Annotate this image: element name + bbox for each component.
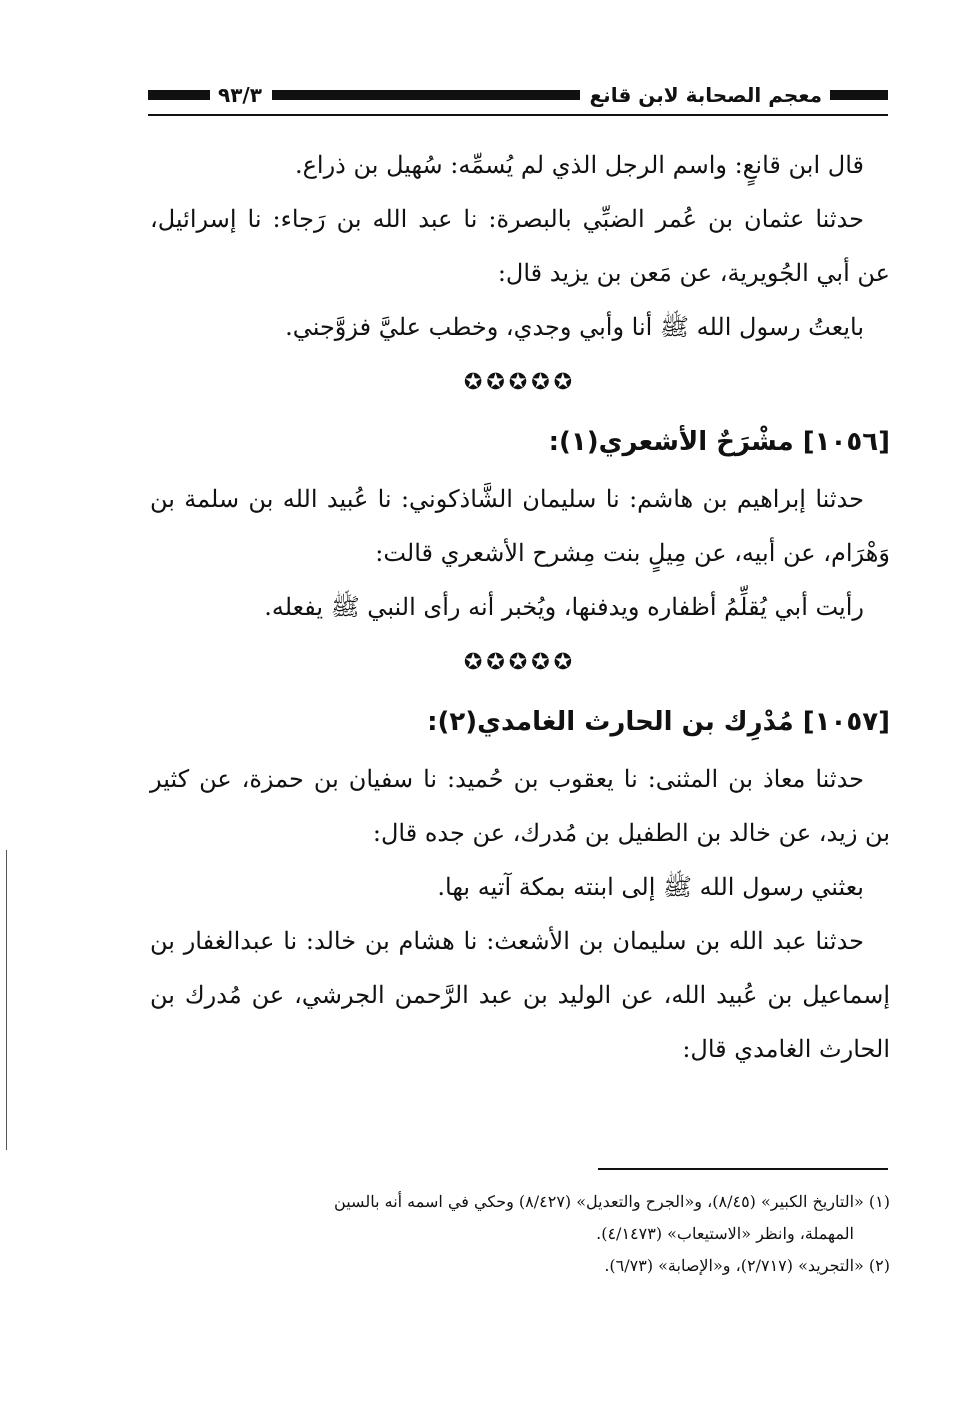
header-bar-right (830, 90, 888, 100)
entry-heading: [١٠٥٦] مشْرَحٌ الأشعري(١): (548, 427, 890, 457)
scan-edge-line (6, 850, 7, 1150)
header-bar-left (148, 90, 210, 100)
paragraph: حدثنا عبد الله بن سليمان بن الأشعث: نا هشام بن خالد: نا عبدالغفار بن إسماعيل بن عُبيد الله، عن الوليد بن عبد الرَّحمن الجرشي، عن مُدرك بن الحارث الغامدي قال: (150, 927, 890, 1063)
footnote-1: (١) «التاريخ الكبير» (٨/٤٥)، و«الجرح والتعديل» (٨/٤٢٧) وحكي في اسمه أنه بالسين (334, 1192, 890, 1211)
paragraph: رأيت أبي يُقلِّمُ أظفاره ويدفنها، ويُخبر أنه رأى النبي ﷺ يفعله. (264, 593, 864, 621)
paragraph: بعثني رسول الله ﷺ إلى ابنته بمكة آتيه بها. (437, 873, 864, 901)
entry-heading: [١٠٥٧] مُدْرِك بن الحارث الغامدي(٢): (427, 707, 890, 737)
header-rule (148, 114, 888, 116)
footnote-2: (٢) «التجريد» (٢/٧١٧)، و«الإصابة» (٦/٧٣). (604, 1256, 890, 1275)
main-text (150, 138, 890, 1076)
footnotes (150, 1186, 890, 1282)
page-number: ٩٣/٣ (218, 83, 262, 107)
section-separator: ✪✪✪✪✪ (463, 370, 577, 395)
paragraph: حدثنا معاذ بن المثنى: نا يعقوب بن حُميد: نا سفيان بن حمزة، عن كثير بن زيد، عن خالد بن الطفيل بن مُدرك، عن جده قال: (150, 765, 890, 847)
header-title: معجم الصحابة لابن قانع (589, 83, 822, 107)
running-header (148, 78, 888, 112)
paragraph: قال ابن قانعٍ: واسم الرجل الذي لم يُسمِّه: سُهيل بن ذراع. (294, 151, 864, 179)
footnote-1-continued: المهملة، وانظر «الاستيعاب» (٤/١٤٧٣). (596, 1224, 854, 1243)
paragraph: بايعتُ رسول الله ﷺ أنا وأبي وجدي، وخطب عليَّ فزوَّجني. (285, 313, 864, 341)
footnote-rule (598, 1168, 888, 1170)
section-separator: ✪✪✪✪✪ (463, 650, 577, 675)
paragraph: حدثنا إبراهيم بن هاشم: نا سليمان الشَّاذكوني: نا عُبيد الله بن سلمة بن وَهْرَام، عن أبيه، عن مِيلٍ بنت مِشرح الأشعري قالت: (150, 485, 890, 567)
header-bar-middle (272, 90, 580, 100)
paragraph: حدثنا عثمان بن عُمر الضبِّي بالبصرة: نا عبد الله بن رَجاء: نا إسرائيل، عن أبي الجُويرية، عن مَعن بن يزيد قال: (150, 205, 890, 287)
